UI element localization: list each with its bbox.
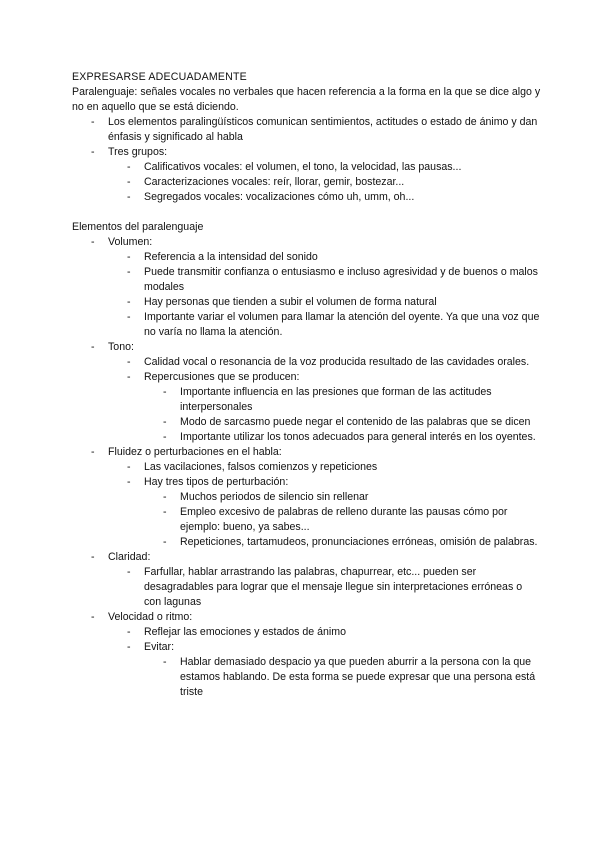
list-item-text: Importante variar el volumen para llamar la atención del oyente. Ya que una voz que no varía no llama la atención. <box>144 311 540 338</box>
list-item-text: Claridad: <box>108 551 151 563</box>
perturbacion-types-list <box>144 490 542 550</box>
list-item <box>144 415 542 430</box>
list-item <box>108 460 542 475</box>
list-item <box>108 565 542 610</box>
claridad-item <box>72 550 542 610</box>
list-item <box>108 355 542 370</box>
list-item-text: Caracterizaciones vocales: reír, llorar, gemir, bostezar... <box>144 176 405 188</box>
list-item <box>144 430 542 445</box>
list-item <box>108 295 542 310</box>
velocidad-item <box>72 610 542 700</box>
list-item-text: Empleo excesivo de palabras de relleno durante las pausas cómo por ejemplo: bueno, ya sabes... <box>180 506 508 533</box>
list-item-text: Importante influencia en las presiones que forman de las actitudes interpersonales <box>180 386 492 413</box>
list-item-text: Muchos periodos de silencio sin rellenar <box>180 491 369 503</box>
list-item-text: Evitar: <box>144 641 175 653</box>
list-item <box>144 385 542 415</box>
list-item-text: Fluidez o perturbaciones en el habla: <box>108 446 282 458</box>
list-item <box>108 475 542 550</box>
list-item <box>108 265 542 295</box>
claridad-sublist <box>108 565 542 610</box>
list-item-text: Calificativos vocales: el volumen, el tono, la velocidad, las pausas... <box>144 161 462 173</box>
list-item-text: Tres grupos: <box>108 146 168 158</box>
intro-list <box>72 115 542 205</box>
list-item-text: Volumen: <box>108 236 153 248</box>
list-item-text: Hablar demasiado despacio ya que pueden aburrir a la persona con la que estamos hablando. De esta forma se puede expresar que una persona está triste <box>180 656 536 698</box>
spacer <box>72 205 542 220</box>
fluidez-sublist <box>108 460 542 550</box>
fluidez-item <box>72 445 542 550</box>
volumen-item <box>72 235 542 340</box>
tono-sublist <box>108 355 542 445</box>
list-item-text: Repercusiones que se producen: <box>144 371 300 383</box>
list-item <box>108 250 542 265</box>
paralenguaje-definition: Paralenguaje: señales vocales no verbales que hacen referencia a la forma en la que se dice algo y no en aquello que se está diciendo. <box>72 86 541 113</box>
list-item-text: Segregados vocales: vocalizaciones cómo uh, umm, oh... <box>144 191 415 203</box>
list-item <box>144 535 542 550</box>
list-item <box>108 175 542 190</box>
list-item-text: Velocidad o ritmo: <box>108 611 193 623</box>
volumen-sublist <box>108 250 542 340</box>
list-item <box>108 640 542 700</box>
list-item <box>108 160 542 175</box>
tono-repercusiones-list <box>144 385 542 445</box>
list-item <box>144 490 542 505</box>
list-item-text: Repeticiones, tartamudeos, pronunciaciones erróneas, omisión de palabras. <box>180 536 538 548</box>
list-item <box>144 505 542 535</box>
list-item <box>72 145 542 205</box>
velocidad-sublist <box>108 625 542 700</box>
list-item-text: Calidad vocal o resonancia de la voz producida resultado de las cavidades orales. <box>144 356 530 368</box>
list-item <box>108 310 542 340</box>
list-item <box>72 115 542 145</box>
list-item-text: Tono: <box>108 341 134 353</box>
list-item-text: Reflejar las emociones y estados de ánimo <box>144 626 346 638</box>
grupos-list <box>108 160 542 205</box>
list-item-text: Referencia a la intensidad del sonido <box>144 251 318 263</box>
document-page <box>72 70 542 700</box>
list-item <box>108 370 542 445</box>
tono-item <box>72 340 542 445</box>
list-item-text: Farfullar, hablar arrastrando las palabras, chapurrear, etc... pueden ser desagradables para lograr que el mensaje llegue sin interpretaciones erróneas o con lagunas <box>144 566 523 608</box>
list-item-text: Las vacilaciones, falsos comienzos y repeticiones <box>144 461 378 473</box>
list-item-text: Hay tres tipos de perturbación: <box>144 476 289 488</box>
list-item <box>108 625 542 640</box>
list-item <box>144 655 542 700</box>
list-item-text: Modo de sarcasmo puede negar el contenido de las palabras que se dicen <box>180 416 531 428</box>
list-item-text: Importante utilizar los tonos adecuados para general interés en los oyentes. <box>180 431 536 443</box>
section-heading: Elementos del paralenguaje <box>72 221 204 233</box>
document-title: EXPRESARSE ADECUADAMENTE <box>72 71 247 83</box>
list-item-text: Puede transmitir confianza o entusiasmo e incluso agresividad y de buenos o malos modales <box>144 266 538 293</box>
list-item-text: Los elementos paralingüísticos comunican sentimientos, actitudes o estado de ánimo y dan énfasis y significado al habla <box>108 116 538 143</box>
list-item-text: Hay personas que tienden a subir el volumen de forma natural <box>144 296 437 308</box>
evitar-list <box>144 655 542 700</box>
elementos-list <box>72 235 542 700</box>
list-item <box>108 190 542 205</box>
